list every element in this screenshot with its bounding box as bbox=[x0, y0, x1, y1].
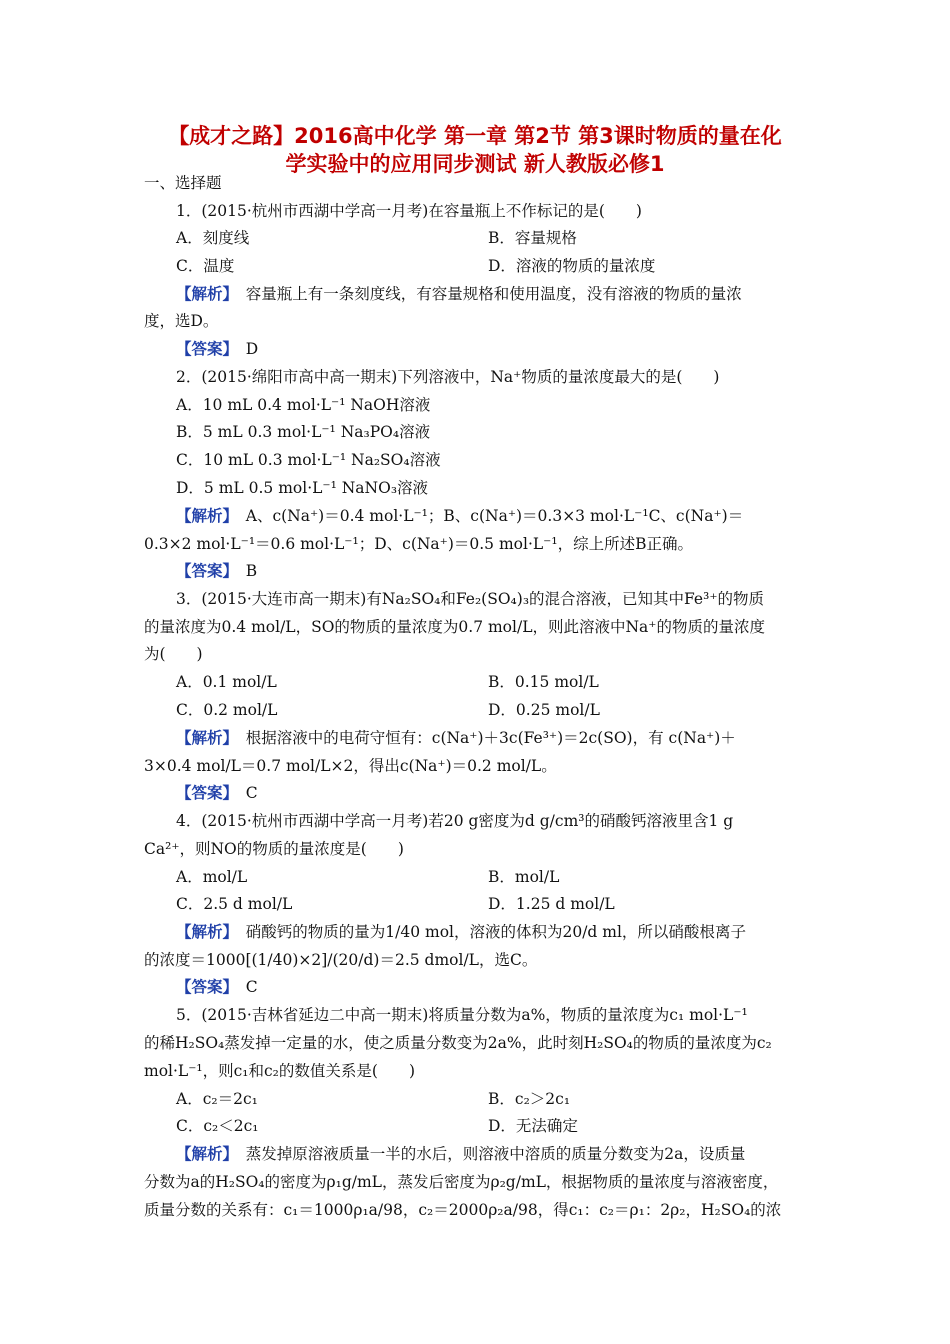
analysis-tag: 【解析】 bbox=[176, 1144, 231, 1163]
q2-option-c: C．10 mL 0.3 mol·L⁻¹ Na₂SO₄溶液 bbox=[176, 451, 441, 469]
analysis-tag: 【解析】 bbox=[176, 728, 231, 747]
q5-analysis-line-2: 分数为a的H₂SO₄的密度为ρ₁g/mL，蒸发后密度为ρ₂g/mL，根据物质的量浓度与溶液密度， bbox=[144, 1173, 779, 1191]
q3-analysis-line-2: 3×0.4 mol/L＝0.7 mol/L×2，得出c(Na⁺)＝0.2 mol/L。 bbox=[144, 757, 557, 775]
q3-option-a: A．0.1 mol/L bbox=[176, 673, 277, 691]
q4-option-a: A．mol/L bbox=[176, 868, 248, 886]
q4-option-c: C．2.5 d mol/L bbox=[176, 895, 293, 913]
q3-option-c: C．0.2 mol/L bbox=[176, 701, 278, 719]
q5-stem-line-3: mol·L⁻¹，则c₁和c₂的数值关系是( ) bbox=[144, 1062, 415, 1080]
q1-stem: 1．(2015·杭州市西湖中学高一月考)在容量瓶上不作标记的是( ) bbox=[176, 202, 642, 220]
q2-option-d: D．5 mL 0.5 mol·L⁻¹ NaNO₃溶液 bbox=[176, 479, 429, 497]
q1-option-c: C．温度 bbox=[176, 257, 235, 275]
q2-option-a: A．10 mL 0.4 mol·L⁻¹ NaOH溶液 bbox=[176, 396, 431, 414]
q5-stem-line-2: 的稀H₂SO₄蒸发掉一定量的水，使之质量分数变为2a%，此时刻H₂SO₄的物质的量浓度为c₂ bbox=[144, 1034, 772, 1052]
q5-option-a: A．c₂＝2c₁ bbox=[176, 1090, 258, 1108]
analysis-tag: 【解析】 bbox=[176, 284, 231, 303]
q4-stem-line-2: Ca²⁺，则NO的物质的量浓度是( ) bbox=[144, 840, 404, 858]
q4-analysis-line-2: 的浓度＝1000[(1/40)×2]/(20/d)＝2.5 dmol/L，选C。 bbox=[144, 951, 538, 969]
q4-stem-line-1: 4．(2015·杭州市西湖中学高一月考)若20 g密度为d g/cm³的硝酸钙溶液里含1 g bbox=[176, 812, 734, 830]
q5-analysis-line-1: 【解析】 蒸发掉原溶液质量一半的水后，则溶液中溶质的质量分数变为2a，设质量 bbox=[176, 1144, 746, 1163]
q2-analysis-line-2: 0.3×2 mol·L⁻¹＝0.6 mol·L⁻¹；D、c(Na⁺)＝0.5 mol·L⁻¹，综上所述B正确。 bbox=[144, 535, 693, 553]
q4-answer: 【答案】 C bbox=[176, 977, 258, 996]
analysis-tag: 【解析】 bbox=[176, 922, 231, 941]
q3-stem-line-3: 为( ) bbox=[144, 645, 203, 663]
q2-option-b: B．5 mL 0.3 mol·L⁻¹ Na₃PO₄溶液 bbox=[176, 423, 431, 441]
q1-analysis-line-1: 【解析】 容量瓶上有一条刻度线，有容量规格和使用温度，没有溶液的物质的量浓 bbox=[176, 284, 742, 303]
answer-tag: 【答案】 bbox=[176, 561, 231, 580]
q3-option-b: B．0.15 mol/L bbox=[488, 673, 599, 691]
document-title-line-1: 【成才之路】2016高中化学 第一章 第2节 第3课时物质的量在化 bbox=[168, 124, 782, 148]
section-heading: 一、选择题 bbox=[144, 174, 222, 192]
q5-analysis-line-3: 质量分数的关系有：c₁＝1000ρ₁a/98，c₂＝2000ρ₂a/98，得c₁：c₂＝ρ₁：2ρ₂，H₂SO₄的浓 bbox=[144, 1201, 782, 1219]
q4-option-b: B．mol/L bbox=[488, 868, 560, 886]
q1-answer: 【答案】 D bbox=[176, 339, 259, 358]
q1-analysis-line-2: 度，选D。 bbox=[144, 312, 219, 330]
q4-analysis-line-1: 【解析】 硝酸钙的物质的量为1/40 mol，溶液的体积为20/d ml，所以硝酸根离子 bbox=[176, 922, 746, 941]
q3-option-d: D．0.25 mol/L bbox=[488, 701, 600, 719]
answer-tag: 【答案】 bbox=[176, 339, 231, 358]
q5-stem-line-1: 5．(2015·吉林省延边二中高一期末)将质量分数为a%，物质的量浓度为c₁ mol·L⁻¹ bbox=[176, 1006, 748, 1024]
q2-answer: 【答案】 B bbox=[176, 561, 258, 580]
q2-stem: 2．(2015·绵阳市高中高一期末)下列溶液中，Na⁺物质的量浓度最大的是( ) bbox=[176, 368, 720, 386]
q5-option-b: B．c₂＞2c₁ bbox=[488, 1090, 571, 1108]
q1-option-a: A．刻度线 bbox=[176, 229, 250, 247]
answer-tag: 【答案】 bbox=[176, 977, 231, 996]
q1-option-d: D．溶液的物质的量浓度 bbox=[488, 257, 656, 275]
analysis-tag: 【解析】 bbox=[176, 506, 231, 525]
q3-stem-line-2: 的量浓度为0.4 mol/L，SO的物质的量浓度为0.7 mol/L，则此溶液中Na⁺的物质的量浓度 bbox=[144, 618, 765, 636]
q5-option-d: D．无法确定 bbox=[488, 1117, 578, 1135]
q1-option-b: B．容量规格 bbox=[488, 229, 577, 247]
q4-option-d: D．1.25 d mol/L bbox=[488, 895, 615, 913]
q2-analysis-line-1: 【解析】 A、c(Na⁺)＝0.4 mol·L⁻¹；B、c(Na⁺)＝0.3×3 mol·L⁻¹C、c(Na⁺)＝ bbox=[176, 506, 744, 525]
answer-tag: 【答案】 bbox=[176, 783, 231, 802]
document-title-line-2: 学实验中的应用同步测试 新人教版必修1 bbox=[285, 152, 665, 176]
q3-analysis-line-1: 【解析】 根据溶液中的电荷守恒有：c(Na⁺)＋3c(Fe³⁺)＝2c(SO)，有 c(Na⁺)＋ bbox=[176, 728, 736, 747]
q3-stem-line-1: 3．(2015·大连市高一期末)有Na₂SO₄和Fe₂(SO₄)₃的混合溶液，已知其中Fe³⁺的物质 bbox=[176, 590, 765, 608]
q3-answer: 【答案】 C bbox=[176, 783, 258, 802]
q5-option-c: C．c₂＜2c₁ bbox=[176, 1117, 259, 1135]
